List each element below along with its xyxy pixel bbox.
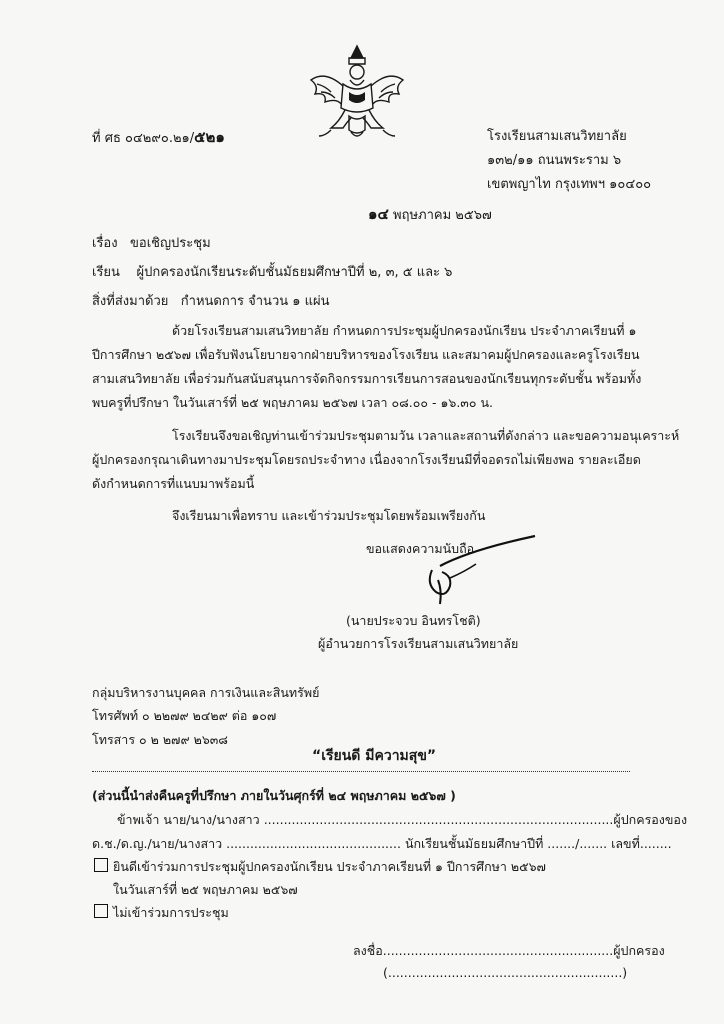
- parent-sign-role: ผู้ปกครอง: [613, 943, 665, 958]
- recipient-value: ผู้ปกครองนักเรียนระดับชั้นมัธยมศึกษาปีที่ ๒, ๓, ๕ และ ๖: [136, 265, 453, 280]
- attachment-value: กำหนดการ จำนวน ๑ แผ่น: [180, 294, 330, 309]
- student-number-label: เลขที่: [611, 836, 640, 851]
- parent-signature-row: [353, 941, 665, 961]
- signer-title: ผู้อำนวยการโรงเรียนสามเสนวิทยาลัย: [318, 636, 519, 651]
- reply-parent-name-row: [117, 810, 687, 830]
- body-p1-line4: พบครูที่ปรึกษา ในวันเสาร์ที่ ๒๕ พฤษภาคม ๒๕๖๗ เวลา ๐๘.๐๐ - ๑๖.๓๐ น.: [92, 395, 493, 410]
- attend-checkbox[interactable]: [94, 858, 108, 872]
- date-day-handwritten: ๑๔: [368, 205, 389, 223]
- body-p1-line1: ด้วยโรงเรียนสามเสนวิทยาลัย กำหนดการประชุมผู้ปกครองนักเรียน ประจำภาคเรียนที่ ๑: [172, 323, 637, 338]
- contact-department: กลุ่มบริหารงานบุคคล การเงินและสินทรัพย์: [92, 685, 320, 700]
- garuda-emblem-icon: [305, 40, 409, 144]
- contact-phone: โทรศัพท์ ๐ ๒๒๗๙ ๒๔๒๙ ต่อ ๑๐๗: [92, 708, 277, 723]
- student-grade-field[interactable]: ......./.......: [547, 836, 608, 851]
- subject-value: ขอเชิญประชุม: [130, 236, 211, 251]
- parent-name-paren-field[interactable]: (...........................................................): [383, 965, 628, 980]
- attachment-line: [92, 290, 330, 311]
- parent-name-label: ข้าพเจ้า นาย/นาง/นางสาว: [117, 812, 260, 827]
- school-name: โรงเรียนสามเสนวิทยาลัย: [487, 129, 627, 144]
- subject-label: เรื่อง: [92, 236, 118, 251]
- letter-date: [368, 202, 492, 226]
- student-name-field[interactable]: ............................................: [226, 836, 401, 851]
- student-number-field[interactable]: ........: [639, 836, 672, 851]
- attend-label-line1: ยินดีเข้าร่วมการประชุมผู้ปกครองนักเรียน ประจำภาคเรียนที่ ๑ ปีการศึกษา ๒๕๖๗: [113, 859, 546, 874]
- body-p2-line2: ผู้ปกครองกรุณาเดินทางมาประชุมโดยรถประจำทาง เนื่องจากโรงเรียนมีที่จอดรถไม่เพียงพอ รายละเอียด: [92, 452, 641, 467]
- address-line-1: ๑๓๒/๑๑ ถนนพระราม ๖: [487, 153, 622, 168]
- parent-of-label: ผู้ปกครองของ: [613, 812, 688, 827]
- recipient-label: เรียน: [92, 265, 120, 280]
- cut-line-divider: [92, 771, 630, 772]
- decline-label: ไม่เข้าร่วมการประชุม: [113, 905, 229, 920]
- student-name-label: ด.ช./ด.ญ./นาย/นางสาว: [92, 836, 223, 851]
- subject-line: [92, 232, 211, 253]
- closing-salutation: ขอแสดงความนับถือ: [366, 541, 475, 556]
- recipient-line: [92, 261, 452, 282]
- body-p1-line3: สามเสนวิทยาลัย เพื่อร่วมกันสนับสนุนการจัดกิจกรรมการเรียนการสอนของนักเรียนทุกระดับชั้น พร้อมทั้ง: [92, 371, 642, 386]
- option-decline: [94, 903, 229, 923]
- body-p1-line2: ปีการศึกษา ๒๕๖๗ เพื่อรับฟังนโยบายจากฝ่ายบริหารของโรงเรียน และสมาคมผู้ปกครองและครูโรงเรียน: [92, 347, 640, 362]
- ref-handwritten: ๕๒๑: [194, 128, 225, 146]
- signature-icon: [410, 530, 540, 610]
- school-motto: “เรียนดี มีความสุข”: [312, 748, 437, 764]
- signer-name: (นายประจวบ อินทรโชติ): [346, 613, 481, 628]
- contact-fax: โทรสาร ๐ ๒ ๒๗๙ ๒๖๓๘: [92, 732, 228, 747]
- ref-printed: ที่ ศธ ๐๔๒๙๐.๒๑/: [92, 131, 195, 146]
- parent-name-field[interactable]: ........................................................................................: [263, 812, 614, 827]
- reply-form-heading: (ส่วนนี้นำส่งคืนครูที่ปรึกษา ภายในวันศุกร์ที่ ๒๔ พฤษภาคม ๒๕๖๗ ): [92, 788, 456, 803]
- address-line-2: เขตพญาไท กรุงเทพฯ ๑๐๔๐๐: [487, 177, 652, 192]
- attend-label-line2: ในวันเสาร์ที่ ๒๕ พฤษภาคม ๒๕๖๗: [113, 882, 298, 897]
- student-grade-label: นักเรียนชั้นมัธยมศึกษาปีที่: [404, 836, 544, 851]
- attachment-label: สิ่งที่ส่งมาด้วย: [92, 294, 169, 309]
- option-attend: [94, 857, 546, 877]
- body-p2-line1: โรงเรียนจึงขอเชิญท่านเข้าร่วมประชุมตามวัน เวลาและสถานที่ดังกล่าว และขอความอนุเคราะห์: [172, 428, 680, 443]
- reply-student-row: [92, 834, 672, 854]
- parent-sign-field[interactable]: ..........................................................: [382, 943, 614, 958]
- date-month-year: พฤษภาคม ๒๕๖๗: [393, 208, 492, 223]
- reference-number: [92, 125, 225, 149]
- decline-checkbox[interactable]: [94, 904, 108, 918]
- parent-sign-label: ลงชื่อ: [353, 943, 383, 958]
- body-p3: จึงเรียนมาเพื่อทราบ และเข้าร่วมประชุมโดยพร้อมเพรียงกัน: [172, 508, 486, 523]
- body-p2-line3: ดังกำหนดการที่แนบมาพร้อมนี้: [92, 476, 255, 491]
